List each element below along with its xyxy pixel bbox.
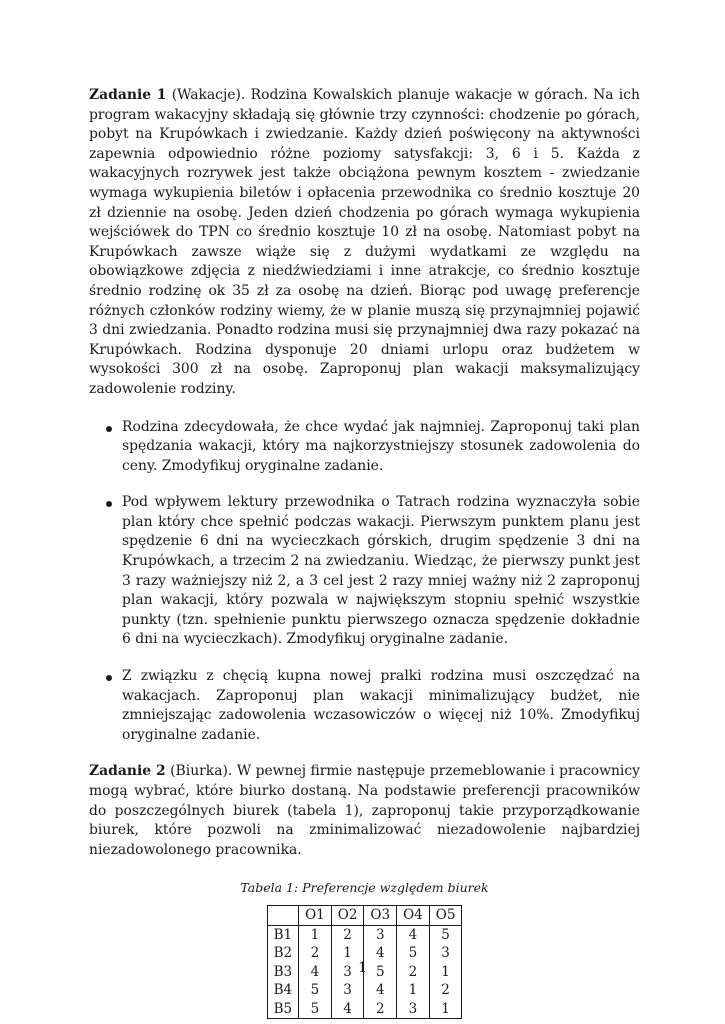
table-cell: B4 (273, 982, 293, 999)
table-cell: 5 (364, 963, 397, 982)
table-cell: 3 (429, 944, 462, 963)
table-cell: 2 (429, 981, 462, 1000)
bullet-icon (106, 675, 112, 681)
task1-title: (Wakacje). (171, 87, 246, 103)
table-cell: 4 (331, 1000, 364, 1019)
task1-bullet-list (89, 418, 640, 746)
table-row (267, 981, 462, 1000)
list-item (89, 667, 640, 745)
table-cell: B5 (273, 1000, 293, 1017)
table-cell: 1 (429, 963, 462, 982)
table-caption: Tabela 1: Preferencje względem biurek (240, 880, 489, 896)
table-cell: 2 (331, 925, 364, 944)
table-cell: 3 (331, 963, 364, 982)
table-cell: 5 (299, 981, 332, 1000)
table-cell: 1 (331, 944, 364, 963)
table-header-cell: O3 (364, 906, 397, 926)
table-cell: 3 (331, 981, 364, 1000)
task1-heading: Zadanie 1 (89, 87, 167, 103)
task2-text: W pewnej firmie następuje przemeblowanie i pracownicy mogą wybrać, które biurko dostaną. Na podstawie preferencji pracowników do poszczególnych biurek (tabela 1), zaproponuj takie przyporządkowanie biurek, które pozwoli na zminimalizować niezadowolenie najbardziej niezadowolonego pracownika. (89, 763, 640, 858)
bullet-icon (106, 501, 112, 507)
table-row (267, 925, 462, 944)
bullet-text: Pod wpływem lektury przewodnika o Tatrach rodzina wyznaczyła sobie plan który chce spełnić podczas wakacji. Pierwszym punktem planu jest spędzenie 6 dni na wycieczkach górskich, drugim spędzenie 3 dni na Krupówkach, a trzecim 2 na zwiedzaniu. Wiedząc, że pierwszy punkt jest 3 razy ważniejszy niż 2, a 3 cel jest 2 razy mniej ważny niż 2 zaproponuj plan wakacji, który pozwala w największym stopniu spełnić wszystkie punkty (tzn. spełnienie punktu pierwszego oznacza spędzenie dokładnie 6 dni na wycieczkach). Zmodyfikuj oryginalne zadanie. (122, 494, 640, 648)
table-cell: 3 (364, 925, 397, 944)
table-cell: 4 (299, 963, 332, 982)
task2-title: (Biurka). (170, 763, 233, 780)
table-cell: 3 (397, 1000, 430, 1019)
table-cell: B2 (273, 945, 293, 962)
task1-paragraph (89, 86, 640, 400)
table-cell: 1 (299, 925, 332, 944)
table-header-cell (267, 906, 299, 926)
document-page (89, 86, 640, 1019)
task2-paragraph (89, 762, 640, 860)
table-cell: 4 (364, 981, 397, 1000)
table-header-cell: O2 (331, 906, 364, 926)
table-cell: 4 (364, 944, 397, 963)
table-cell: 2 (299, 944, 332, 963)
bullet-text: Rodzina zdecydowała, że chce wydać jak najmniej. Zaproponuj taki plan spędzania wakacji, który ma najkorzystniejszy stosunek zadowolenia do ceny. Zmodyfikuj oryginalne zadanie. (122, 418, 640, 474)
table-row (267, 1000, 462, 1019)
bullet-text: Z związku z chęcią kupna nowej pralki rodzina musi oszczędzać na wakacjach. Zaproponuj plan wakacji minimalizujący budżet, nie zmniejszając zadowolenia wczasowiczów o więcej niż 10%. Zmodyfikuj oryginalne zadanie. (122, 668, 640, 743)
table-cell: 1 (397, 981, 430, 1000)
table-header-cell: O4 (397, 906, 430, 926)
table-cell: 5 (429, 925, 462, 944)
table-cell: 5 (397, 944, 430, 963)
table-cell: 2 (397, 963, 430, 982)
table-cell: 4 (397, 925, 430, 944)
table-header-cell: O1 (299, 906, 332, 926)
table-header-row (267, 906, 462, 926)
table-header-cell: O5 (429, 906, 462, 926)
bullet-icon (106, 426, 112, 432)
table-cell: B3 (273, 963, 293, 980)
page-number: 1 (358, 960, 367, 976)
table-cell: 1 (429, 1000, 462, 1019)
table-cell: 2 (364, 1000, 397, 1019)
table-cell: B1 (273, 926, 293, 943)
list-item (89, 493, 640, 650)
table-cell: 5 (299, 1000, 332, 1019)
list-item (89, 418, 640, 477)
task2-heading: Zadanie 2 (89, 763, 166, 780)
task1-text: Rodzina Kowalskich planuje wakacje w górach. Na ich program wakacyjny składają się głównie trzy czynności: chodzenie po górach, pobyt na Krupówkach i zwiedzanie. Każdy dzień poświęcony na aktywności zapewnia odpowiednio różne poziomy satysfakcji: 3, 6 i 5. Każda z wakacyjnych rozrywek jest także obciążona pewnym kosztem - zwiedzanie wymaga wykupienia biletów i opłacenia przewodnika co średnio kosztuje 20 zł dziennie na osobę. Jeden dzień chodzenia po górach wymaga wykupienia wejściówek do TPN co średnio kosztuje 10 zł na osobę. Natomiast pobyt na Krupówkach zawsze wiąże się z dużymi wydatkami ze względu na obowiązkowe zdjęcia z niedźwiedziami i inne atrakcje, co średnio kosztuje średnio rodzinę ok 35 zł za osobę na dzień. Biorąc pod uwagę preferencje różnych członków rodziny wiemy, że w planie muszą się przynajmniej pojawić 3 dni zwiedzania. Ponadto rodzina musi się przynajmniej dwa razy pokazać na Krupówkach. Rodzina dysponuje 20 dniami urlopu oraz budżetem w wysokości 300 zł na osobę. Zaproponuj plan wakacji maksymalizujący zadowolenie rodziny. (89, 87, 640, 397)
